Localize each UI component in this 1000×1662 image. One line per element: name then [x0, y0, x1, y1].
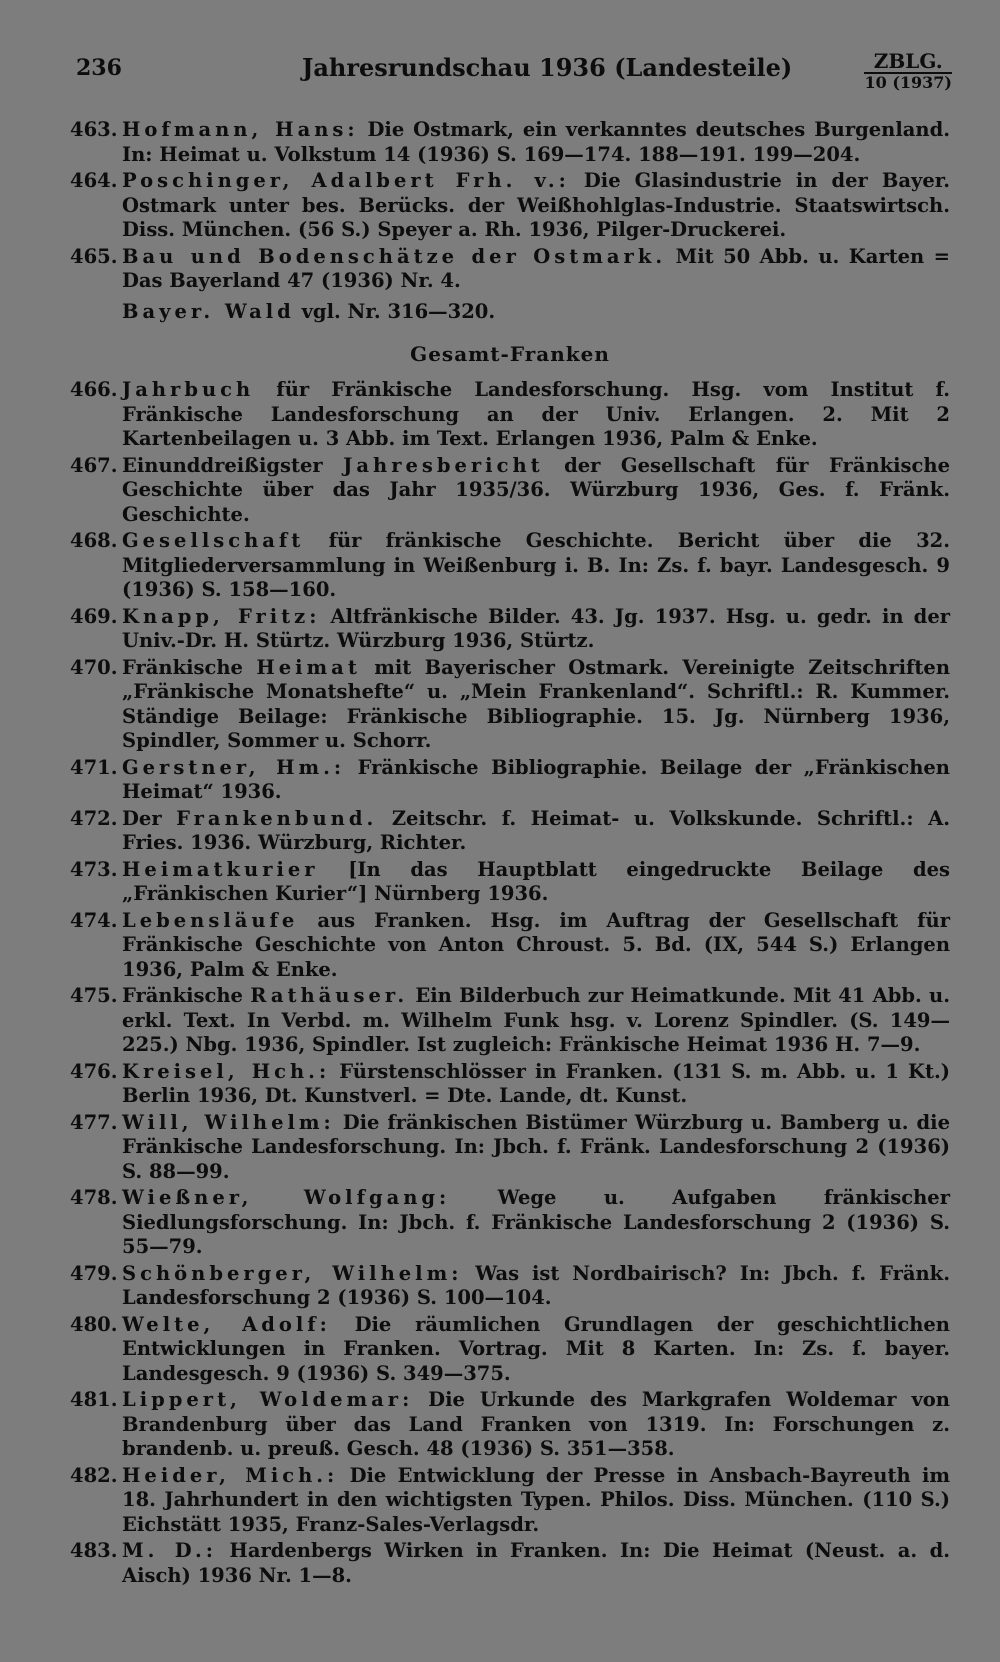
- entry-author: Heider, Mich.:: [122, 1463, 339, 1487]
- entry-number: 474.: [70, 908, 118, 932]
- entry-text: [122, 1539, 950, 1588]
- entry-author: Gerstner, Hm.:: [122, 755, 346, 779]
- entry-description: für fränkische Geschichte. Bericht über die 32. Mitgliederversammlung in Weißenburg i. B. In: Zs. f. bayr. Landesgesch. 9 (1936) S. 158—160.: [122, 529, 950, 601]
- entry-text: [122, 454, 950, 528]
- cross-reference-term: Bayer. Wald: [122, 299, 295, 323]
- entry-author: Jahresbericht: [343, 453, 544, 477]
- entry-author: Lippert, Woldemar:: [122, 1388, 414, 1411]
- entry-number: 463.: [70, 118, 118, 141]
- entry-author: Heimat: [256, 655, 361, 679]
- cross-reference-text: vgl. Nr. 316—320.: [294, 299, 496, 323]
- entry-prefix: Fränkische: [122, 655, 257, 679]
- entry-description: Hardenbergs Wirken in Franken. In: Die Heimat (Neust. a. d. Aisch) 1936 Nr. 1—8.: [122, 1539, 950, 1587]
- entry-number: 483.: [70, 1539, 118, 1562]
- bibliography-entry: [70, 909, 950, 983]
- entry-number: 472.: [70, 806, 118, 830]
- entry-author: Jahrbuch: [122, 378, 255, 401]
- entry-author: Schönberger, Wilhelm:: [122, 1261, 463, 1285]
- entry-number: 477.: [70, 1110, 118, 1134]
- entry-text: [122, 245, 950, 294]
- journal-abbreviation: ZBLG.: [864, 50, 952, 74]
- entry-text: [122, 1111, 950, 1185]
- bibliography-entry: [70, 1060, 950, 1109]
- running-title: Jahresrundschau 1936 (Landesteile): [302, 53, 793, 82]
- entry-text: [122, 1464, 950, 1538]
- entry-description: Fürstenschlösser in Franken. (131 S. m. Abb. u. 1 Kt.) Berlin 1936, Dt. Kunstverl. = Dte. Lande, dt. Kunst.: [122, 1059, 950, 1107]
- entry-description: aus Franken. Hsg. im Auftrag der Gesellschaft für Fränkische Geschichte von Anton Chroust. 5. Bd. (IX, 544 S.) Erlangen 1936, Palm & Enke.: [122, 908, 950, 981]
- page-header: [76, 50, 952, 106]
- bibliography-entry: [70, 245, 950, 294]
- entry-list-ostmark: [70, 118, 950, 294]
- entry-text: [122, 1060, 950, 1109]
- entry-text: [122, 756, 950, 805]
- entry-description: Die Glasindustrie in der Bayer. Ostmark unter bes. Berücks. der Weißhohlglas-Industrie. Staatswirtsch. Diss. München. (56 S.) Speyer a. Rh. 1936, Pilger-Druckerei.: [122, 169, 951, 241]
- entry-text: [122, 1262, 950, 1311]
- entry-number: 465.: [70, 244, 118, 268]
- entry-number: 464.: [70, 169, 118, 192]
- entry-author: Bau und Bodenschätze der Ostmark.: [122, 244, 667, 268]
- entry-text: [122, 984, 950, 1058]
- entry-description: Mit 50 Abb. u. Karten = Das Bayerland 47 (1936) Nr. 4.: [122, 244, 951, 292]
- bibliography-entry: [70, 378, 950, 452]
- bibliography-entry: [70, 858, 950, 907]
- entry-description: Ein Bilderbuch zur Heimatkunde. Mit 41 Abb. u. erkl. Text. In Verbd. m. Wilhelm Funk hsg. v. Lorenz Spindler. (S. 149—225.) Nbg. 1936, Spindler. Ist zugleich: Fränkische Heimat 1936 H. 7—9.: [122, 984, 950, 1056]
- bibliography-entry: [70, 1186, 950, 1260]
- bibliography-entry: [70, 807, 950, 856]
- entry-description: mit Bayerischer Ostmark. Vereinigte Zeitschriften „Fränkische Monatshefte“ u. „Mein Frankenland“. Schriftl.: R. Kummer. Ständige Beilage: Fränkische Bibliographie. 15. Jg. Nürnberg 1936, Spindler, Sommer u. Schorr.: [122, 655, 950, 752]
- entry-text: [122, 807, 950, 856]
- entry-text: [122, 656, 950, 754]
- entry-number: 470.: [70, 655, 118, 679]
- entry-prefix: Der: [122, 806, 177, 830]
- bibliography-entry: [70, 118, 950, 167]
- entry-description: Fränkische Bibliographie. Beilage der „Fränkischen Heimat“ 1936.: [122, 755, 950, 803]
- entry-number: 478.: [70, 1186, 118, 1209]
- entry-prefix: Einunddreißigster: [122, 453, 344, 477]
- entry-description: Zeitschr. f. Heimat- u. Volkskunde. Schriftl.: A. Fries. 1936. Würzburg, Richter.: [122, 806, 950, 854]
- entry-author: Frankenbund.: [176, 806, 378, 830]
- entry-author: Heimatkurier: [122, 857, 319, 881]
- bibliography-entry: [70, 1313, 950, 1387]
- page-number: 236: [76, 55, 122, 81]
- entry-description: [In das Hauptblatt eingedruckte Beilage des „Fränkischen Kurier“] Nürnberg 1936.: [122, 857, 950, 905]
- entry-text: [122, 118, 950, 167]
- entry-text: [122, 529, 950, 603]
- entry-author: Welte, Adolf:: [122, 1312, 331, 1336]
- entry-author: Will, Wilhelm:: [122, 1110, 335, 1134]
- entry-number: 479.: [70, 1261, 118, 1285]
- entry-number: 467.: [70, 453, 118, 477]
- entry-list-gesamt-franken: [70, 378, 950, 1588]
- entry-description: der Gesellschaft für Fränkische Geschichte über das Jahr 1935/36. Würzburg 1936, Ges. f. Fränk. Geschichte.: [122, 453, 950, 526]
- bibliography-entry: [70, 1464, 950, 1538]
- entry-text: [122, 1388, 950, 1462]
- bibliography-entry: [70, 454, 950, 528]
- section-heading: Gesamt-Franken: [410, 342, 610, 366]
- entry-number: 481.: [70, 1388, 118, 1411]
- entry-number: 480.: [70, 1312, 118, 1336]
- entry-text: [122, 1186, 950, 1260]
- entry-description: Wege u. Aufgaben fränkischer Siedlungsforschung. In: Jbch. f. Fränkische Landesforschung 2 (1936) S. 55—79.: [122, 1186, 950, 1258]
- entry-number: 471.: [70, 755, 118, 779]
- entry-number: 482.: [70, 1463, 118, 1487]
- entry-text: [122, 909, 950, 983]
- entry-author: Lebensläufe: [122, 908, 299, 932]
- entry-number: 476.: [70, 1059, 118, 1083]
- entry-author: Hofmann, Hans:: [122, 118, 359, 141]
- bibliography-entry: [70, 1262, 950, 1311]
- entry-number: 468.: [70, 529, 118, 552]
- bibliography-entry: [70, 529, 950, 603]
- entry-author: Rathäuser.: [250, 984, 409, 1007]
- entry-description: Die Urkunde des Markgrafen Woldemar von Brandenburg über das Land Franken von 1319. In: Forschungen z. brandenb. u. preuß. Gesch. 48 (1936) S. 351—358.: [122, 1388, 950, 1460]
- entry-description: Altfränkische Bilder. 43. Jg. 1937. Hsg. u. gedr. in der Univ.-Dr. H. Stürtz. Würzburg 1936, Stürtz.: [122, 604, 950, 652]
- entry-author: M. D.:: [122, 1539, 217, 1562]
- entry-author: Knapp, Fritz:: [122, 604, 321, 628]
- entry-description: für Fränkische Landesforschung. Hsg. vom Institut f. Fränkische Landesforschung an der Univ. Erlangen. 2. Mit 2 Kartenbeilagen u. 3 Abb. im Text. Erlangen 1936, Palm & Enke.: [122, 378, 950, 450]
- cross-reference: [122, 300, 950, 325]
- entry-description: Die Entwicklung der Presse in Ansbach-Bayreuth im 18. Jahrhundert in den wichtigsten Typen. Philos. Diss. München. (110 S.) Eichstätt 1935, Franz-Sales-Verlagsdr.: [122, 1463, 950, 1536]
- entry-text: [122, 1313, 950, 1387]
- entry-author: Kreisel, Hch.:: [122, 1059, 331, 1083]
- bibliography-entry: [70, 605, 950, 654]
- bibliography-body: [70, 118, 950, 1590]
- entry-number: 475.: [70, 984, 118, 1007]
- entry-description: Was ist Nordbairisch? In: Jbch. f. Fränk. Landesforschung 2 (1936) S. 100—104.: [122, 1261, 950, 1309]
- bibliography-entry: [70, 984, 950, 1058]
- entry-text: [122, 605, 950, 654]
- entry-author: Poschinger, Adalbert Frh. v.:: [122, 169, 570, 192]
- bibliography-entry: [70, 1111, 950, 1185]
- entry-description: Die räumlichen Grundlagen der geschichtlichen Entwicklungen in Franken. Vortrag. Mit 8 Karten. In: Zs. f. bayer. Landesgesch. 9 (1936) S. 349—375.: [122, 1312, 950, 1385]
- entry-text: [122, 169, 950, 243]
- entry-number: 466.: [70, 378, 118, 401]
- entry-number: 473.: [70, 857, 118, 881]
- entry-text: [122, 378, 950, 452]
- bibliography-entry: [70, 756, 950, 805]
- entry-author: Wießner, Wolfgang:: [122, 1186, 451, 1209]
- entry-description: Die fränkischen Bistümer Würzburg u. Bamberg u. die Fränkische Landesforschung. In: Jbch. f. Fränk. Landesforschung 2 (1936) S. 88—99.: [122, 1110, 950, 1183]
- bibliography-entry: [70, 1388, 950, 1462]
- entry-text: [122, 858, 950, 907]
- entry-number: 469.: [70, 604, 118, 628]
- bibliography-entry: [70, 169, 950, 243]
- journal-reference: [864, 50, 952, 92]
- bibliography-entry: [70, 656, 950, 754]
- journal-volume-year: 10 (1937): [864, 73, 952, 92]
- entry-author: Gesellschaft: [122, 529, 305, 552]
- bibliography-entry: [70, 1539, 950, 1588]
- entry-prefix: Fränkische: [122, 984, 251, 1007]
- entry-description: Die Ostmark, ein verkanntes deutsches Burgenland. In: Heimat u. Volkstum 14 (1936) S. 169—174. 188—191. 199—204.: [122, 118, 950, 166]
